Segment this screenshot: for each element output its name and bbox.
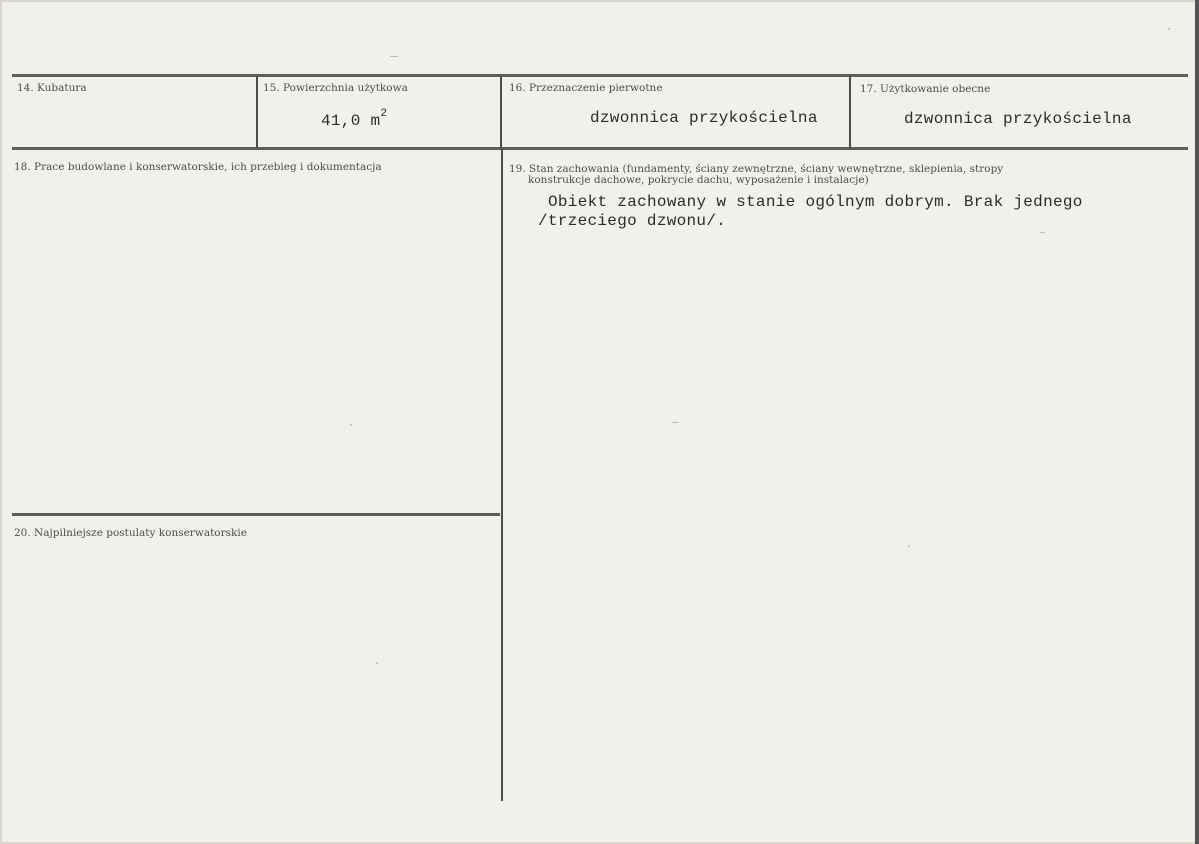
paper-speck xyxy=(376,662,378,664)
field-17-value: dzwonnica przykościelna xyxy=(904,110,1132,128)
field-15-label: 15. Powierzchnia użytkowa xyxy=(263,82,408,94)
divider-15-16 xyxy=(500,76,502,148)
card-edge-shadow xyxy=(1195,0,1199,844)
field-17-label: 17. Użytkowanie obecne xyxy=(860,83,991,95)
field-20-label: 20. Najpilniejsze postulaty konserwatorskie xyxy=(14,527,247,539)
field-19-label-line2: konstrukcje dachowe, pokrycie dachu, wyposażenie i instalacje) xyxy=(528,174,869,186)
paper-speck xyxy=(672,422,679,423)
divider-14-15 xyxy=(256,76,258,148)
field-19-label-line1: 19. Stan zachowania (fundamenty, ściany zewnętrzne, ściany wewnętrzne, sklepienia, stropy xyxy=(509,163,1004,175)
top-rule xyxy=(12,74,1188,77)
paper-speck xyxy=(1168,28,1170,30)
paper-speck xyxy=(390,56,398,57)
left-column-divider-rule xyxy=(12,513,500,516)
area-value: 41,0 m xyxy=(321,112,381,130)
divider-16-17 xyxy=(849,76,851,148)
paper-speck xyxy=(908,545,910,547)
header-bottom-rule xyxy=(12,147,1188,150)
field-14-label: 14. Kubatura xyxy=(17,82,87,94)
field-15-value xyxy=(321,108,387,130)
paper-speck xyxy=(1040,232,1045,233)
field-19-text-line2: /trzeciego dzwonu/. xyxy=(538,212,727,230)
field-16-label: 16. Przeznaczenie pierwotne xyxy=(509,82,663,94)
paper-speck xyxy=(350,424,352,426)
main-column-divider xyxy=(501,149,503,801)
area-unit-superscript: 2 xyxy=(380,108,388,120)
field-16-value: dzwonnica przykościelna xyxy=(590,109,818,127)
field-18-label: 18. Prace budowlane i konserwatorskie, ich przebieg i dokumentacja xyxy=(14,161,382,173)
field-19-text-line1: Obiekt zachowany w stanie ogólnym dobrym. Brak jednego xyxy=(548,193,1083,211)
